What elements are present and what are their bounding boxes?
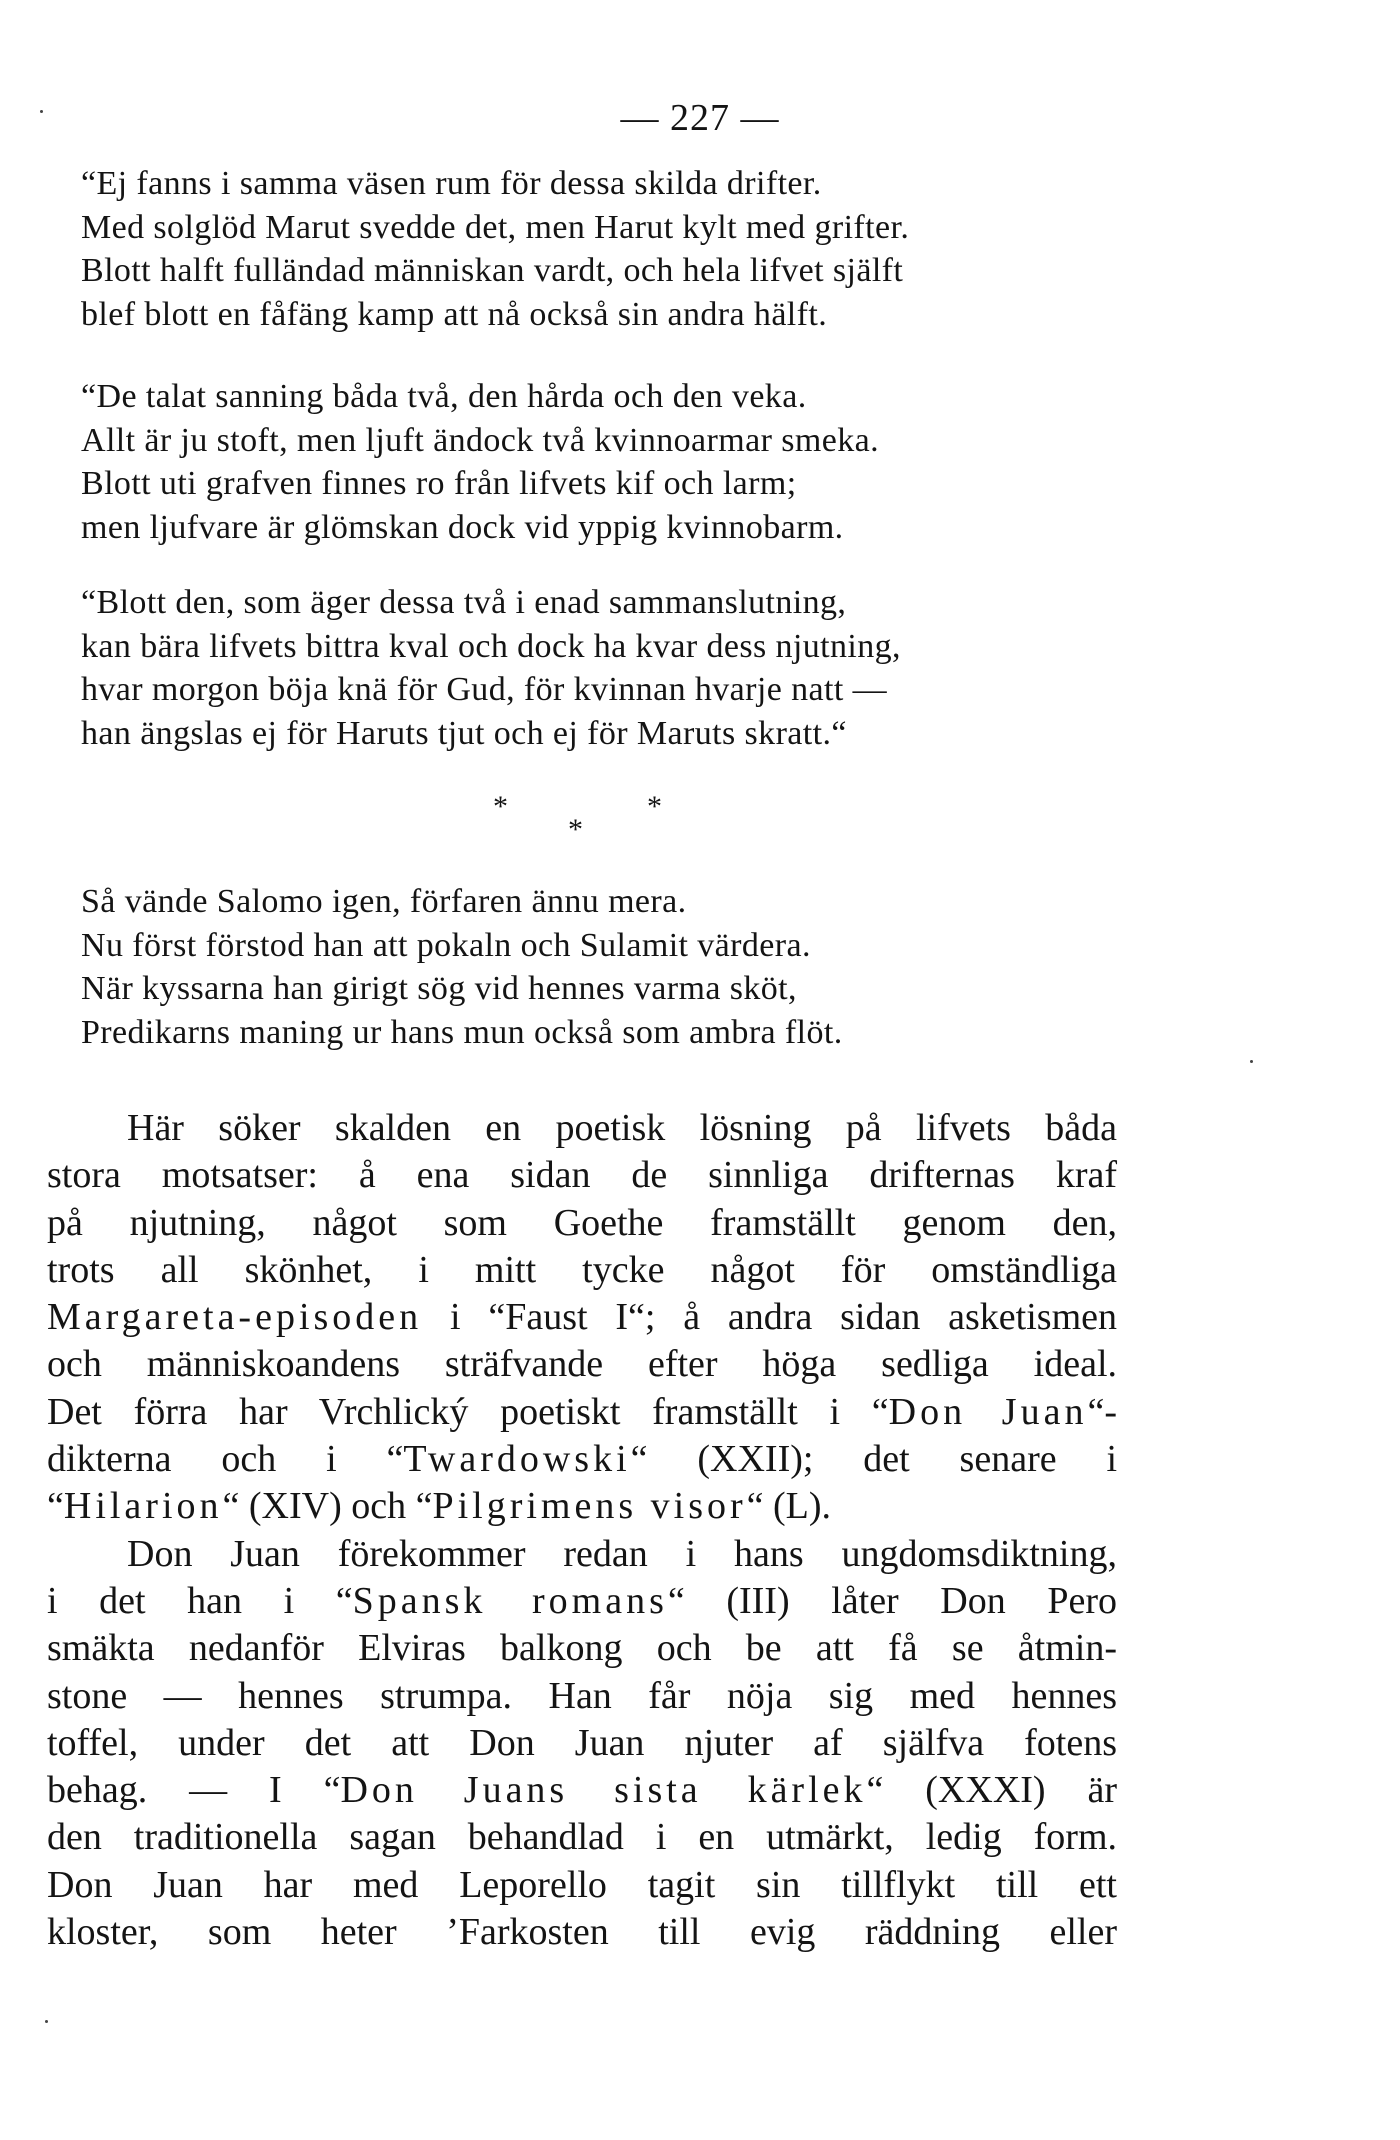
- prose-fragment: “ (XIV) och “: [222, 1485, 433, 1528]
- poem-line: Blott halft fulländad människan vardt, och hela lifvet själft: [81, 252, 904, 289]
- poem-line: hvar morgon böja knä för Gud, för kvinnan hvarje natt —: [81, 671, 888, 708]
- poem-line: han ängslas ej för Haruts tjut och ej för Maruts skratt.“: [81, 714, 847, 752]
- prose-fragment: dikterna och i “: [47, 1438, 404, 1481]
- prose-line: [47, 1389, 1117, 1436]
- prose-line: Här söker skalden en poetisk lösning på lifvets båda: [127, 1107, 1117, 1149]
- prose-line: Don Juan förekommer redan i hans ungdomsdiktning,: [127, 1532, 1117, 1575]
- prose-line: Don Juan har med Leporello tagit sin tillflykt till ett: [47, 1863, 1117, 1906]
- poem-line: Med solglöd Marut svedde det, men Harut kylt med grifter.: [81, 208, 910, 246]
- spaced-title: Pilgrimens visor: [432, 1485, 747, 1528]
- poem-line: blef blott en fåfäng kamp att nå också sin andra hälft.: [81, 295, 828, 333]
- spaced-title: Don Juans sista kärlek: [340, 1769, 867, 1812]
- prose-line: på njutning, något som Goethe framställt genom den,: [47, 1201, 1117, 1244]
- page-number: — 227 —: [620, 97, 780, 139]
- print-fleck: [40, 110, 43, 113]
- prose-line: stone — hennes strumpa. Han får nöja sig med hennes: [47, 1674, 1117, 1717]
- print-fleck: [45, 2020, 48, 2023]
- prose-line: smäkta nedanför Elviras balkong och be att få se åtmin-: [47, 1627, 1117, 1670]
- prose-body: [47, 1105, 1117, 1956]
- poem-line: “Blott den, som äger dessa två i enad sammanslutning,: [81, 584, 847, 621]
- poem-line: Allt är ju stoft, men ljuft ändock två kvinnoarmar smeka.: [81, 421, 879, 459]
- prose-line: [47, 1483, 1117, 1530]
- prose-fragment: behag. — I “: [47, 1769, 341, 1812]
- prose-fragment: “ (XXXI) är: [866, 1769, 1117, 1812]
- poem-line: “Ej fanns i samma väsen rum för dessa skilda drifter.: [81, 165, 822, 202]
- poem-line: men ljufvare är glömskan dock vid yppig kvinnobarm.: [81, 508, 844, 546]
- spaced-title: Twardowski: [403, 1438, 631, 1481]
- poem-line: Predikarns maning ur hans mun också som ambra flöt.: [81, 1013, 843, 1051]
- poem-line: Så vände Salomo igen, förfaren ännu mera.: [81, 883, 687, 920]
- spaced-title: Spansk romans: [352, 1579, 668, 1622]
- prose-line: och människoandens sträfvande efter höga sedliga ideal.: [47, 1343, 1117, 1386]
- prose-fragment: “ (III) låter Don Pero: [667, 1579, 1117, 1622]
- poem-stanza-4: [81, 880, 1081, 1054]
- poem-line: “De talat sanning båda två, den hårda och den veka.: [81, 378, 807, 415]
- poem-stanza-2: [81, 375, 1081, 549]
- spaced-title: Hilarion: [63, 1485, 223, 1528]
- poem-line: När kyssarna han girigt sög vid hennes varma sköt,: [81, 970, 797, 1007]
- spaced-title: Don Juan: [888, 1390, 1088, 1433]
- poem-stanza-1: [81, 162, 1081, 336]
- prose-fragment: “ (XXII); det senare i: [630, 1438, 1117, 1481]
- spaced-title: Margareta-episoden: [47, 1296, 423, 1339]
- print-fleck: [1250, 1060, 1253, 1063]
- prose-line: kloster, som heter ’Farkosten till evig räddning eller: [47, 1911, 1117, 1954]
- prose-fragment: Det förra har Vrchlický poetiskt framställt i “: [47, 1390, 889, 1433]
- prose-line: [47, 1767, 1117, 1814]
- prose-line: [47, 1436, 1117, 1483]
- poem-line: Blott uti grafven finnes ro från lifvets kif och larm;: [81, 465, 797, 502]
- prose-fragment: i det han i “: [47, 1579, 353, 1622]
- prose-line: [47, 1294, 1117, 1341]
- asterism-star: *: [568, 813, 583, 846]
- poem-line: kan bära lifvets bittra kval och dock ha kvar dess njutning,: [81, 627, 901, 665]
- prose-fragment: “: [47, 1485, 64, 1528]
- prose-line: den traditionella sagan behandlad i en utmärkt, ledig form.: [47, 1816, 1117, 1859]
- prose-fragment: i “Faust I“; å andra sidan asketismen: [422, 1296, 1117, 1339]
- prose-line: toffel, under det att Don Juan njuter af själfva fotens: [47, 1721, 1117, 1764]
- asterism-star: *: [647, 790, 662, 823]
- prose-line: trots all skönhet, i mitt tycke något för omständliga: [47, 1248, 1117, 1291]
- prose-fragment: “ (L).: [746, 1485, 832, 1528]
- prose-fragment: “-: [1087, 1390, 1117, 1433]
- asterism-star: *: [493, 790, 508, 823]
- prose-line: stora motsatser: å ena sidan de sinnliga drifternas kraf: [47, 1154, 1117, 1197]
- poem-line: Nu först förstod han att pokaln och Sulamit värdera.: [81, 926, 811, 964]
- prose-line: [47, 1578, 1117, 1625]
- poem-stanza-3: [81, 581, 1081, 755]
